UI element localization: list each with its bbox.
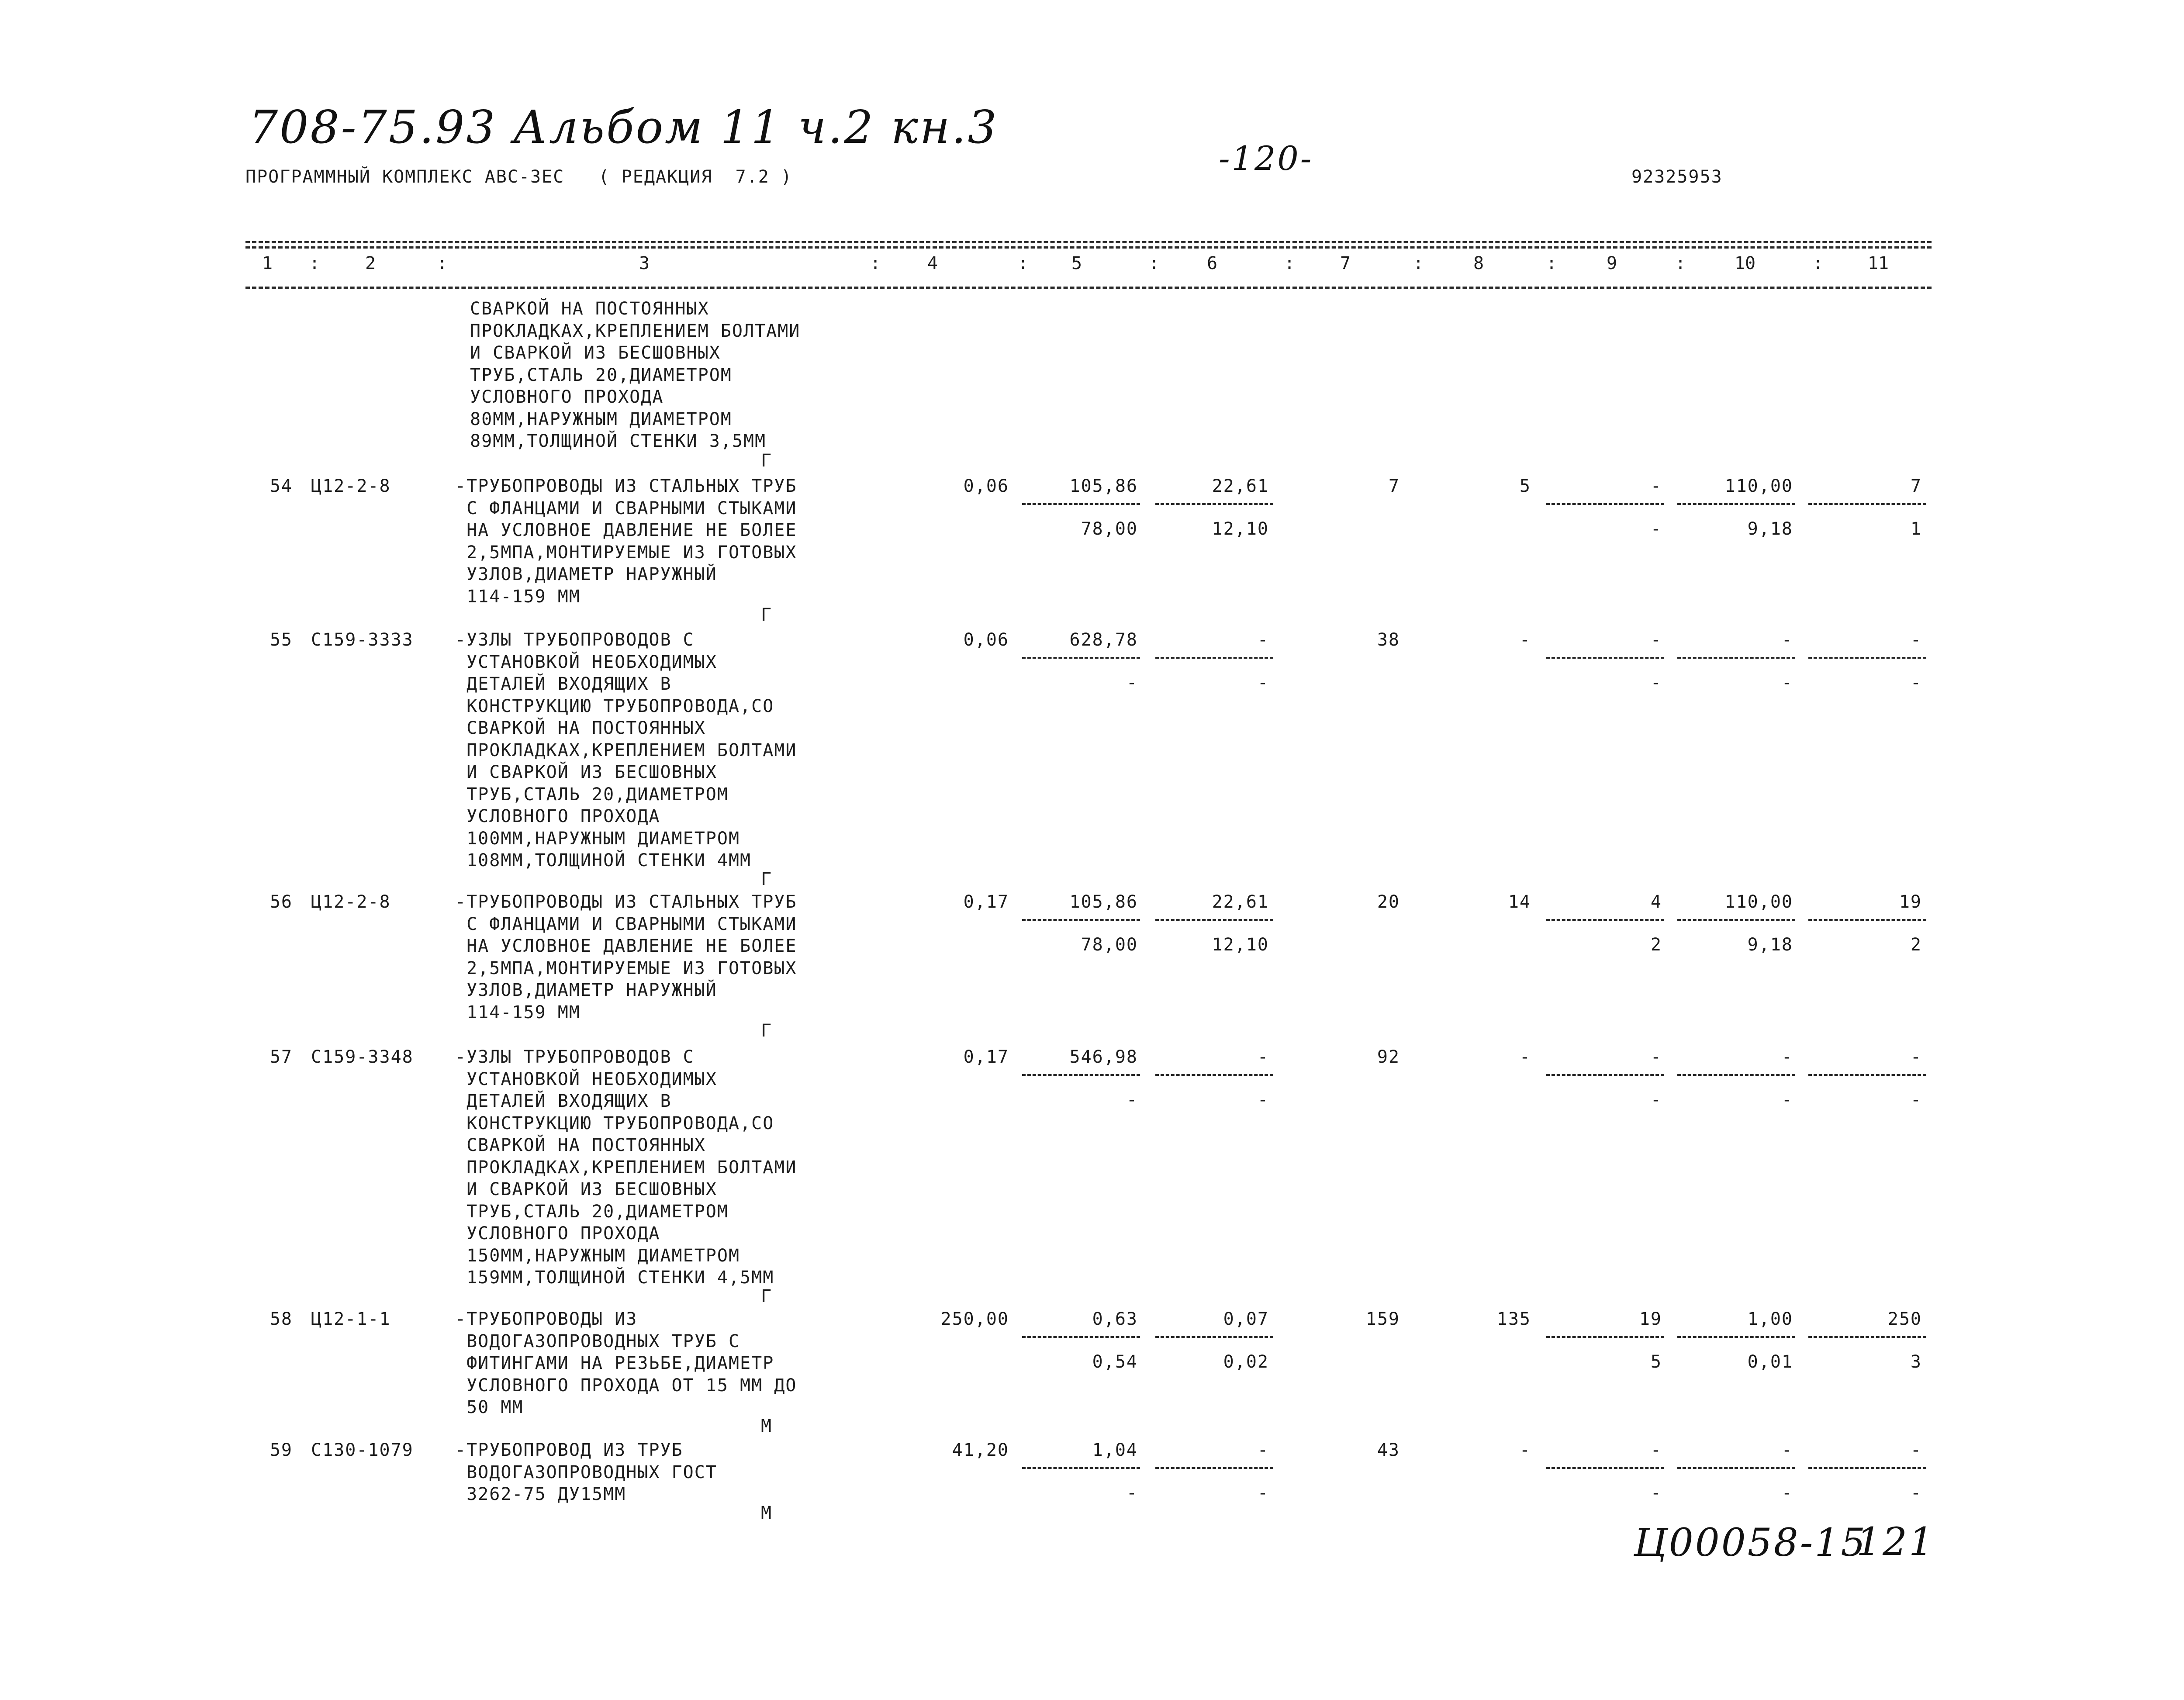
fraction-rule bbox=[1155, 1467, 1273, 1469]
value-c9: 19 bbox=[1639, 1309, 1662, 1329]
quantity: 0,06 bbox=[963, 630, 1009, 650]
value-c8: - bbox=[1519, 1440, 1531, 1460]
continuation-description: СВАРКОЙ НА ПОСТОЯННЫХ ПРОКЛАДКАХ,КРЕПЛЕНИЕМ БОЛТАМИ И СВАРКОЙ ИЗ БЕСШОВНЫХ ТРУБ,СТАЛЬ 20,ДИАМЕТРОМ УСЛОВНОГО ПРОХОДА 80ММ,НАРУЖНЫМ ДИАМЕТРОМ 89ММ,ТОЛЩИНОЙ СТЕНКИ 3,5ММ bbox=[470, 299, 801, 451]
value-c9: 4 bbox=[1650, 892, 1662, 912]
program-header: ПРОГРАММНЫЙ КОМПЛЕКС АВС-3ЕС ( РЕДАКЦИЯ 7.2 ) bbox=[245, 167, 792, 187]
fraction-rule bbox=[1546, 1467, 1664, 1469]
value-c10: - bbox=[1781, 1440, 1793, 1460]
value-c6: 22,61 bbox=[1212, 476, 1269, 496]
value-c7: 159 bbox=[1365, 1309, 1400, 1329]
value-c6: 22,61 bbox=[1212, 892, 1269, 912]
value-c11-lower: 2 bbox=[1910, 935, 1922, 955]
fraction-rule bbox=[1022, 657, 1140, 659]
value-c11: - bbox=[1910, 1047, 1922, 1067]
value-c7: 20 bbox=[1377, 892, 1400, 912]
fraction-rule bbox=[1677, 503, 1795, 505]
fraction-rule bbox=[1155, 919, 1273, 921]
value-c6: - bbox=[1257, 1440, 1269, 1460]
column-header-8: 8 bbox=[1473, 253, 1484, 273]
rate-code: С159-3333 bbox=[311, 630, 414, 650]
row-number: 57 bbox=[270, 1047, 293, 1067]
header-rule-top bbox=[245, 241, 1932, 243]
value-c9-lower: - bbox=[1650, 673, 1662, 693]
value-c9: - bbox=[1650, 630, 1662, 650]
value-c6: - bbox=[1257, 630, 1269, 650]
value-c5-lower: 78,00 bbox=[1081, 519, 1138, 539]
value-c6-lower: - bbox=[1257, 673, 1269, 693]
row-number: 59 bbox=[270, 1440, 293, 1460]
column-header-5: 5 bbox=[1071, 253, 1082, 273]
column-header-1: 1 bbox=[262, 253, 273, 273]
column-header-11: 11 bbox=[1867, 253, 1889, 273]
handwritten-sheet-number: 121 bbox=[1856, 1519, 1935, 1564]
value-c5: 546,98 bbox=[1069, 1047, 1138, 1067]
column-header-9: 9 bbox=[1606, 253, 1617, 273]
column-header-separator: : bbox=[1413, 253, 1424, 273]
fraction-rule bbox=[1155, 1074, 1273, 1076]
measure-unit: М bbox=[761, 1416, 772, 1436]
column-header-6: 6 bbox=[1206, 253, 1218, 273]
value-c5: 628,78 bbox=[1069, 630, 1138, 650]
value-c8: - bbox=[1519, 1047, 1531, 1067]
value-c7: 92 bbox=[1377, 1047, 1400, 1067]
work-description: -УЗЛЫ ТРУБОПРОВОДОВ С УСТАНОВКОЙ НЕОБХОДИМЫХ ДЕТАЛЕЙ ВХОДЯЩИХ В КОНСТРУКЦИЮ ТРУБОПРОВОДА,СО СВАРКОЙ НА ПОСТОЯННЫХ ПРОКЛАДКАХ,КРЕПЛЕНИЕМ БОЛТАМИ И СВАРКОЙ ИЗ БЕСШОВНЫХ ТРУБ,СТАЛЬ 20,ДИАМЕТРОМ УСЛОВНОГО ПРОХОДА 150ММ,НАРУЖНЫМ ДИАМЕТРОМ 159ММ,ТОЛЩИНОЙ СТЕНКИ 4,5ММ bbox=[455, 1047, 797, 1288]
value-c9-lower: 5 bbox=[1650, 1352, 1662, 1372]
value-c11: - bbox=[1910, 630, 1922, 650]
row-number: 56 bbox=[270, 892, 293, 912]
value-c9: - bbox=[1650, 1440, 1662, 1460]
fraction-rule bbox=[1022, 1336, 1140, 1338]
measure-unit: Г bbox=[761, 869, 772, 889]
rate-code: Ц12-1-1 bbox=[311, 1309, 391, 1329]
row-number: 54 bbox=[270, 476, 293, 496]
value-c9-lower: - bbox=[1650, 1090, 1662, 1110]
value-c11: 19 bbox=[1899, 892, 1922, 912]
fraction-rule bbox=[1022, 503, 1140, 505]
value-c5: 1,04 bbox=[1092, 1440, 1138, 1460]
column-header-separator: : bbox=[870, 253, 881, 273]
value-c5-lower: - bbox=[1126, 1483, 1138, 1503]
value-c11: 7 bbox=[1910, 476, 1922, 496]
value-c8: 135 bbox=[1496, 1309, 1531, 1329]
value-c10-lower: 9,18 bbox=[1747, 935, 1793, 955]
value-c11-lower: 1 bbox=[1910, 519, 1922, 539]
value-c6-lower: 12,10 bbox=[1212, 519, 1269, 539]
value-c6-lower: - bbox=[1257, 1483, 1269, 1503]
value-c10-lower: 9,18 bbox=[1747, 519, 1793, 539]
fraction-rule bbox=[1546, 919, 1664, 921]
value-c10: 1,00 bbox=[1747, 1309, 1793, 1329]
value-c10: 110,00 bbox=[1724, 892, 1793, 912]
value-c7: 43 bbox=[1377, 1440, 1400, 1460]
column-header-separator: : bbox=[437, 253, 448, 273]
fraction-rule bbox=[1155, 657, 1273, 659]
column-header-7: 7 bbox=[1340, 253, 1351, 273]
quantity: 250,00 bbox=[940, 1309, 1009, 1329]
value-c10-lower: - bbox=[1781, 1483, 1793, 1503]
value-c5-lower: 0,54 bbox=[1092, 1352, 1138, 1372]
rate-code: Ц12-2-8 bbox=[311, 476, 391, 496]
value-c8: 5 bbox=[1519, 476, 1531, 496]
value-c11-lower: - bbox=[1910, 673, 1922, 693]
fraction-rule bbox=[1808, 919, 1926, 921]
value-c9-lower: - bbox=[1650, 519, 1662, 539]
value-c10: - bbox=[1781, 630, 1793, 650]
fraction-rule bbox=[1022, 1074, 1140, 1076]
column-header-separator: : bbox=[1149, 253, 1160, 273]
column-header-separator: : bbox=[1284, 253, 1295, 273]
value-c6-lower: 12,10 bbox=[1212, 935, 1269, 955]
fraction-rule bbox=[1155, 1336, 1273, 1338]
handwritten-code: Ц00058-15 bbox=[1634, 1520, 1867, 1565]
value-c11: 250 bbox=[1887, 1309, 1922, 1329]
value-c7: 7 bbox=[1388, 476, 1400, 496]
rate-code: С159-3348 bbox=[311, 1047, 414, 1067]
document-number: 92325953 bbox=[1631, 167, 1723, 187]
fraction-rule bbox=[1808, 657, 1926, 659]
value-c9: - bbox=[1650, 476, 1662, 496]
value-c9-lower: - bbox=[1650, 1483, 1662, 1503]
value-c5-lower: - bbox=[1126, 673, 1138, 693]
work-description: -ТРУБОПРОВОДЫ ИЗ СТАЛЬНЫХ ТРУБ С ФЛАНЦАМИ И СВАРНЫМИ СТЫКАМИ НА УСЛОВНОЕ ДАВЛЕНИЕ НЕ БОЛЕЕ 2,5МПА,МОНТИРУЕМЫЕ ИЗ ГОТОВЫХ УЗЛОВ,ДИАМЕТР НАРУЖНЫЙ 114-159 ММ bbox=[455, 476, 797, 607]
quantity: 0,17 bbox=[963, 892, 1009, 912]
fraction-rule bbox=[1808, 503, 1926, 505]
column-header-3: 3 bbox=[639, 253, 650, 273]
fraction-rule bbox=[1022, 919, 1140, 921]
value-c9-lower: 2 bbox=[1650, 935, 1662, 955]
value-c6-lower: - bbox=[1257, 1090, 1269, 1110]
fraction-rule bbox=[1677, 919, 1795, 921]
value-c5-lower: - bbox=[1126, 1090, 1138, 1110]
column-header-10: 10 bbox=[1734, 253, 1756, 273]
value-c11: - bbox=[1910, 1440, 1922, 1460]
quantity: 0,06 bbox=[963, 476, 1009, 496]
value-c9: - bbox=[1650, 1047, 1662, 1067]
handwritten-title: 708-75.93 Альбом 11 ч.2 кн.3 bbox=[249, 100, 999, 154]
value-c5: 0,63 bbox=[1092, 1309, 1138, 1329]
fraction-rule bbox=[1808, 1074, 1926, 1076]
row-number: 55 bbox=[270, 630, 293, 650]
header-rule-bottom bbox=[245, 287, 1932, 289]
value-c11-lower: 3 bbox=[1910, 1352, 1922, 1372]
rate-code: Ц12-2-8 bbox=[311, 892, 391, 912]
value-c6: - bbox=[1257, 1047, 1269, 1067]
work-description: -ТРУБОПРОВОДЫ ИЗ ВОДОГАЗОПРОВОДНЫХ ТРУБ С ФИТИНГАМИ НА РЕЗЬБЕ,ДИАМЕТР УСЛОВНОГО ПРОХОДА ОТ 15 ММ ДО 50 ММ bbox=[455, 1309, 797, 1417]
fraction-rule bbox=[1677, 1074, 1795, 1076]
fraction-rule bbox=[1546, 1074, 1664, 1076]
fraction-rule bbox=[1155, 503, 1273, 505]
value-c5: 105,86 bbox=[1069, 476, 1138, 496]
value-c7: 38 bbox=[1377, 630, 1400, 650]
value-c5-lower: 78,00 bbox=[1081, 935, 1138, 955]
work-description: -УЗЛЫ ТРУБОПРОВОДОВ С УСТАНОВКОЙ НЕОБХОДИМЫХ ДЕТАЛЕЙ ВХОДЯЩИХ В КОНСТРУКЦИЮ ТРУБОПРОВОДА,СО СВАРКОЙ НА ПОСТОЯННЫХ ПРОКЛАДКАХ,КРЕПЛЕНИЕМ БОЛТАМИ И СВАРКОЙ ИЗ БЕСШОВНЫХ ТРУБ,СТАЛЬ 20,ДИАМЕТРОМ УСЛОВНОГО ПРОХОДА 100ММ,НАРУЖНЫМ ДИАМЕТРОМ 108ММ,ТОЛЩИНОЙ СТЕНКИ 4ММ bbox=[455, 630, 797, 871]
column-header-4: 4 bbox=[927, 253, 938, 273]
value-c10: - bbox=[1781, 1047, 1793, 1067]
column-header-separator: : bbox=[1813, 253, 1824, 273]
handwritten-page-number: -120- bbox=[1219, 139, 1313, 178]
value-c11-lower: - bbox=[1910, 1483, 1922, 1503]
fraction-rule bbox=[1022, 1467, 1140, 1469]
column-header-separator: : bbox=[309, 253, 320, 273]
column-header-separator: : bbox=[1546, 253, 1557, 273]
value-c10-lower: - bbox=[1781, 673, 1793, 693]
quantity: 0,17 bbox=[963, 1047, 1009, 1067]
value-c8: 14 bbox=[1508, 892, 1531, 912]
value-c6: 0,07 bbox=[1223, 1309, 1269, 1329]
value-c6-lower: 0,02 bbox=[1223, 1352, 1269, 1372]
measure-unit: Г bbox=[761, 1286, 772, 1306]
fraction-rule bbox=[1677, 657, 1795, 659]
measure-unit: М bbox=[761, 1503, 772, 1523]
fraction-rule bbox=[1546, 657, 1664, 659]
header-rule-top-2 bbox=[245, 246, 1932, 249]
work-description: -ТРУБОПРОВОДЫ ИЗ СТАЛЬНЫХ ТРУБ С ФЛАНЦАМИ И СВАРНЫМИ СТЫКАМИ НА УСЛОВНОЕ ДАВЛЕНИЕ НЕ БОЛЕЕ 2,5МПА,МОНТИРУЕМЫЕ ИЗ ГОТОВЫХ УЗЛОВ,ДИАМЕТР НАРУЖНЫЙ 114-159 ММ bbox=[455, 892, 797, 1023]
value-c11-lower: - bbox=[1910, 1090, 1922, 1110]
value-c8: - bbox=[1519, 630, 1531, 650]
value-c5: 105,86 bbox=[1069, 892, 1138, 912]
continuation-unit: Г bbox=[761, 451, 772, 471]
fraction-rule bbox=[1677, 1336, 1795, 1338]
work-description: -ТРУБОПРОВОД ИЗ ТРУБ ВОДОГАЗОПРОВОДНЫХ ГОСТ 3262-75 ДУ15ММ bbox=[455, 1440, 717, 1504]
value-c10: 110,00 bbox=[1724, 476, 1793, 496]
measure-unit: Г bbox=[761, 1021, 772, 1041]
fraction-rule bbox=[1808, 1336, 1926, 1338]
rate-code: С130-1079 bbox=[311, 1440, 414, 1460]
quantity: 41,20 bbox=[952, 1440, 1009, 1460]
row-number: 58 bbox=[270, 1309, 293, 1329]
measure-unit: Г bbox=[761, 605, 772, 625]
column-header-2: 2 bbox=[365, 253, 376, 273]
fraction-rule bbox=[1546, 503, 1664, 505]
column-header-separator: : bbox=[1675, 253, 1686, 273]
value-c10-lower: - bbox=[1781, 1090, 1793, 1110]
fraction-rule bbox=[1808, 1467, 1926, 1469]
value-c10-lower: 0,01 bbox=[1747, 1352, 1793, 1372]
column-header-separator: : bbox=[1018, 253, 1029, 273]
fraction-rule bbox=[1677, 1467, 1795, 1469]
fraction-rule bbox=[1546, 1336, 1664, 1338]
